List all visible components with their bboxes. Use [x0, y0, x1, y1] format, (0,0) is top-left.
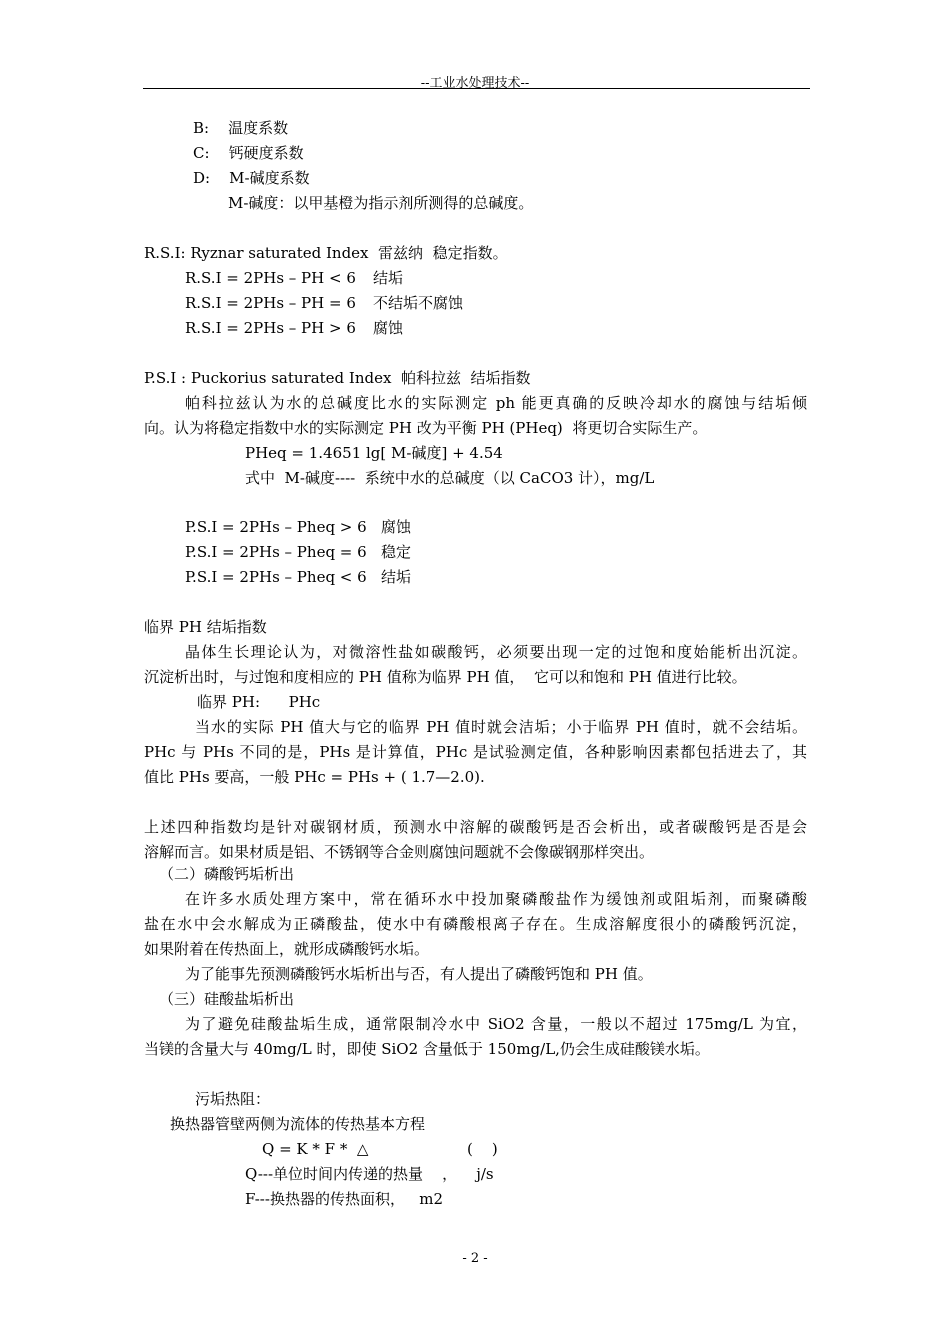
psi-formula-3: P.S.I = 2PHs – Pheq < 6: [185, 568, 367, 586]
running-header: --工业水处理技术--: [420, 76, 530, 91]
critical-ph-title: 临界 PH 结垢指数: [144, 618, 267, 636]
critical-paragraph-line-5: 值比 PHs 要高，一般 PHc = PHs + ( 1.7—2.0).: [144, 768, 485, 786]
phosphate-line-1: 在许多水质处理方案中，常在循环水中投加聚磷酸盐作为缓蚀剂或阻垢剂，而聚磷酸: [185, 890, 807, 908]
header-rule: [143, 88, 810, 89]
page-number: - 2 -: [462, 1251, 488, 1266]
rsi-formula-1: R.S.I = 2PHs – PH < 6: [185, 269, 356, 287]
psi-paragraph-line-1: 帕科拉兹认为水的总碱度比水的实际测定 ph 能更真确的反映冷却水的腐蚀与结垢倾: [185, 394, 807, 412]
coef-b: B: 温度系数: [193, 119, 289, 137]
psi-formula-2: P.S.I = 2PHs – Pheq = 6: [185, 543, 367, 561]
critical-paragraph-line-3: 当水的实际 PH 值大与它的临界 PH 值时就会洁垢；小于临界 PH 值时，就不会结垢。: [195, 718, 807, 736]
coef-d: D: M-碱度系数: [193, 169, 310, 187]
equation-number: ( ): [467, 1140, 498, 1158]
phosphate-line-2: 盐在水中会水解成为正磷酸盐，使水中有磷酸根离子存在。生成溶解度很小的磷酸钙沉淀，: [144, 915, 807, 933]
phosphate-line-3: 如果附着在传热面上，就形成磷酸钙水垢。: [144, 940, 430, 958]
silicate-line-1: 为了避免硅酸盐垢生成，通常限制冷水中 SiO2 含量，一般以不超过 175mg/L 为宜，: [185, 1015, 807, 1033]
f-definition: F---换热器的传热面积， m2: [245, 1190, 444, 1208]
fouling-intro: 换热器管壁两侧为流体的传热基本方程: [170, 1115, 426, 1133]
psi-title: P.S.I : Puckorius saturated Index 帕科拉兹 结垢指数: [144, 369, 531, 387]
rsi-result-1: 结垢: [373, 269, 404, 287]
silicate-title: （三）硅酸盐垢析出: [159, 990, 295, 1008]
phosphate-title: （二）磷酸钙垢析出: [159, 865, 295, 883]
critical-paragraph-line-1: 晶体生长理论认为，对微溶性盐如碳酸钙，必须要出现一定的过饱和度始能析出沉淀。: [185, 643, 807, 661]
heat-transfer-formula: Q = K * F * △: [262, 1140, 369, 1158]
pheq-note: 式中 M-碱度---- 系统中水的总碱度（以 CaCO3 计），mg/L: [245, 469, 655, 487]
psi-result-1: 腐蚀: [381, 518, 412, 536]
rsi-result-3: 腐蚀: [373, 319, 404, 337]
summary-line-1: 上述四种指数均是针对碳钢材质，预测水中溶解的碳酸钙是否会析出，或者碳酸钙是否是会: [144, 818, 807, 836]
rsi-title: R.S.I: Ryznar saturated Index 雷兹纳 稳定指数。: [144, 244, 508, 262]
critical-paragraph-line-2: 沉淀析出时，与过饱和度相应的 PH 值称为临界 PH 值， 它可以和饱和 PH 值进行比较。: [144, 668, 747, 686]
q-definition: Q---单位时间内传递的热量 ， j/s: [245, 1165, 494, 1183]
summary-line-2: 溶解而言。如果材质是铝、不锈钢等合金则腐蚀问题就不会像碳钢那样突出。: [144, 843, 655, 861]
rsi-formula-2: R.S.I = 2PHs – PH = 6: [185, 294, 356, 312]
m-alkalinity-def: M-碱度：以甲基橙为指示剂所测得的总碱度。: [228, 194, 534, 212]
pheq-formula: PHeq = 1.4651 lg[ M-碱度] + 4.54: [245, 444, 503, 462]
critical-ph-definition: 临界 PH: PHc: [197, 693, 321, 711]
silicate-line-2: 当镁的含量大与 40mg/L 时，即使 SiO2 含量低于 150mg/L,仍会生成硅酸镁水垢。: [144, 1040, 710, 1058]
critical-paragraph-line-4: PHc 与 PHs 不同的是，PHs 是计算值，PHc 是试验测定值，各种影响因素都包括进去了，其: [144, 743, 807, 761]
coef-c: C: 钙硬度系数: [193, 144, 304, 162]
psi-result-2: 稳定: [381, 543, 412, 561]
psi-result-3: 结垢: [381, 568, 412, 586]
phosphate-line-4: 为了能事先预测磷酸钙水垢析出与否，有人提出了磷酸钙饱和 PH 值。: [185, 965, 653, 983]
psi-paragraph-line-2: 向。认为将稳定指数中水的实际测定 PH 改为平衡 PH (PHeq) 将更切合实际生产。: [144, 419, 708, 437]
rsi-formula-3: R.S.I = 2PHs – PH > 6: [185, 319, 356, 337]
fouling-title: 污垢热阻：: [195, 1090, 271, 1108]
psi-formula-1: P.S.I = 2PHs – Pheq > 6: [185, 518, 367, 536]
rsi-result-2: 不结垢不腐蚀: [373, 294, 464, 312]
